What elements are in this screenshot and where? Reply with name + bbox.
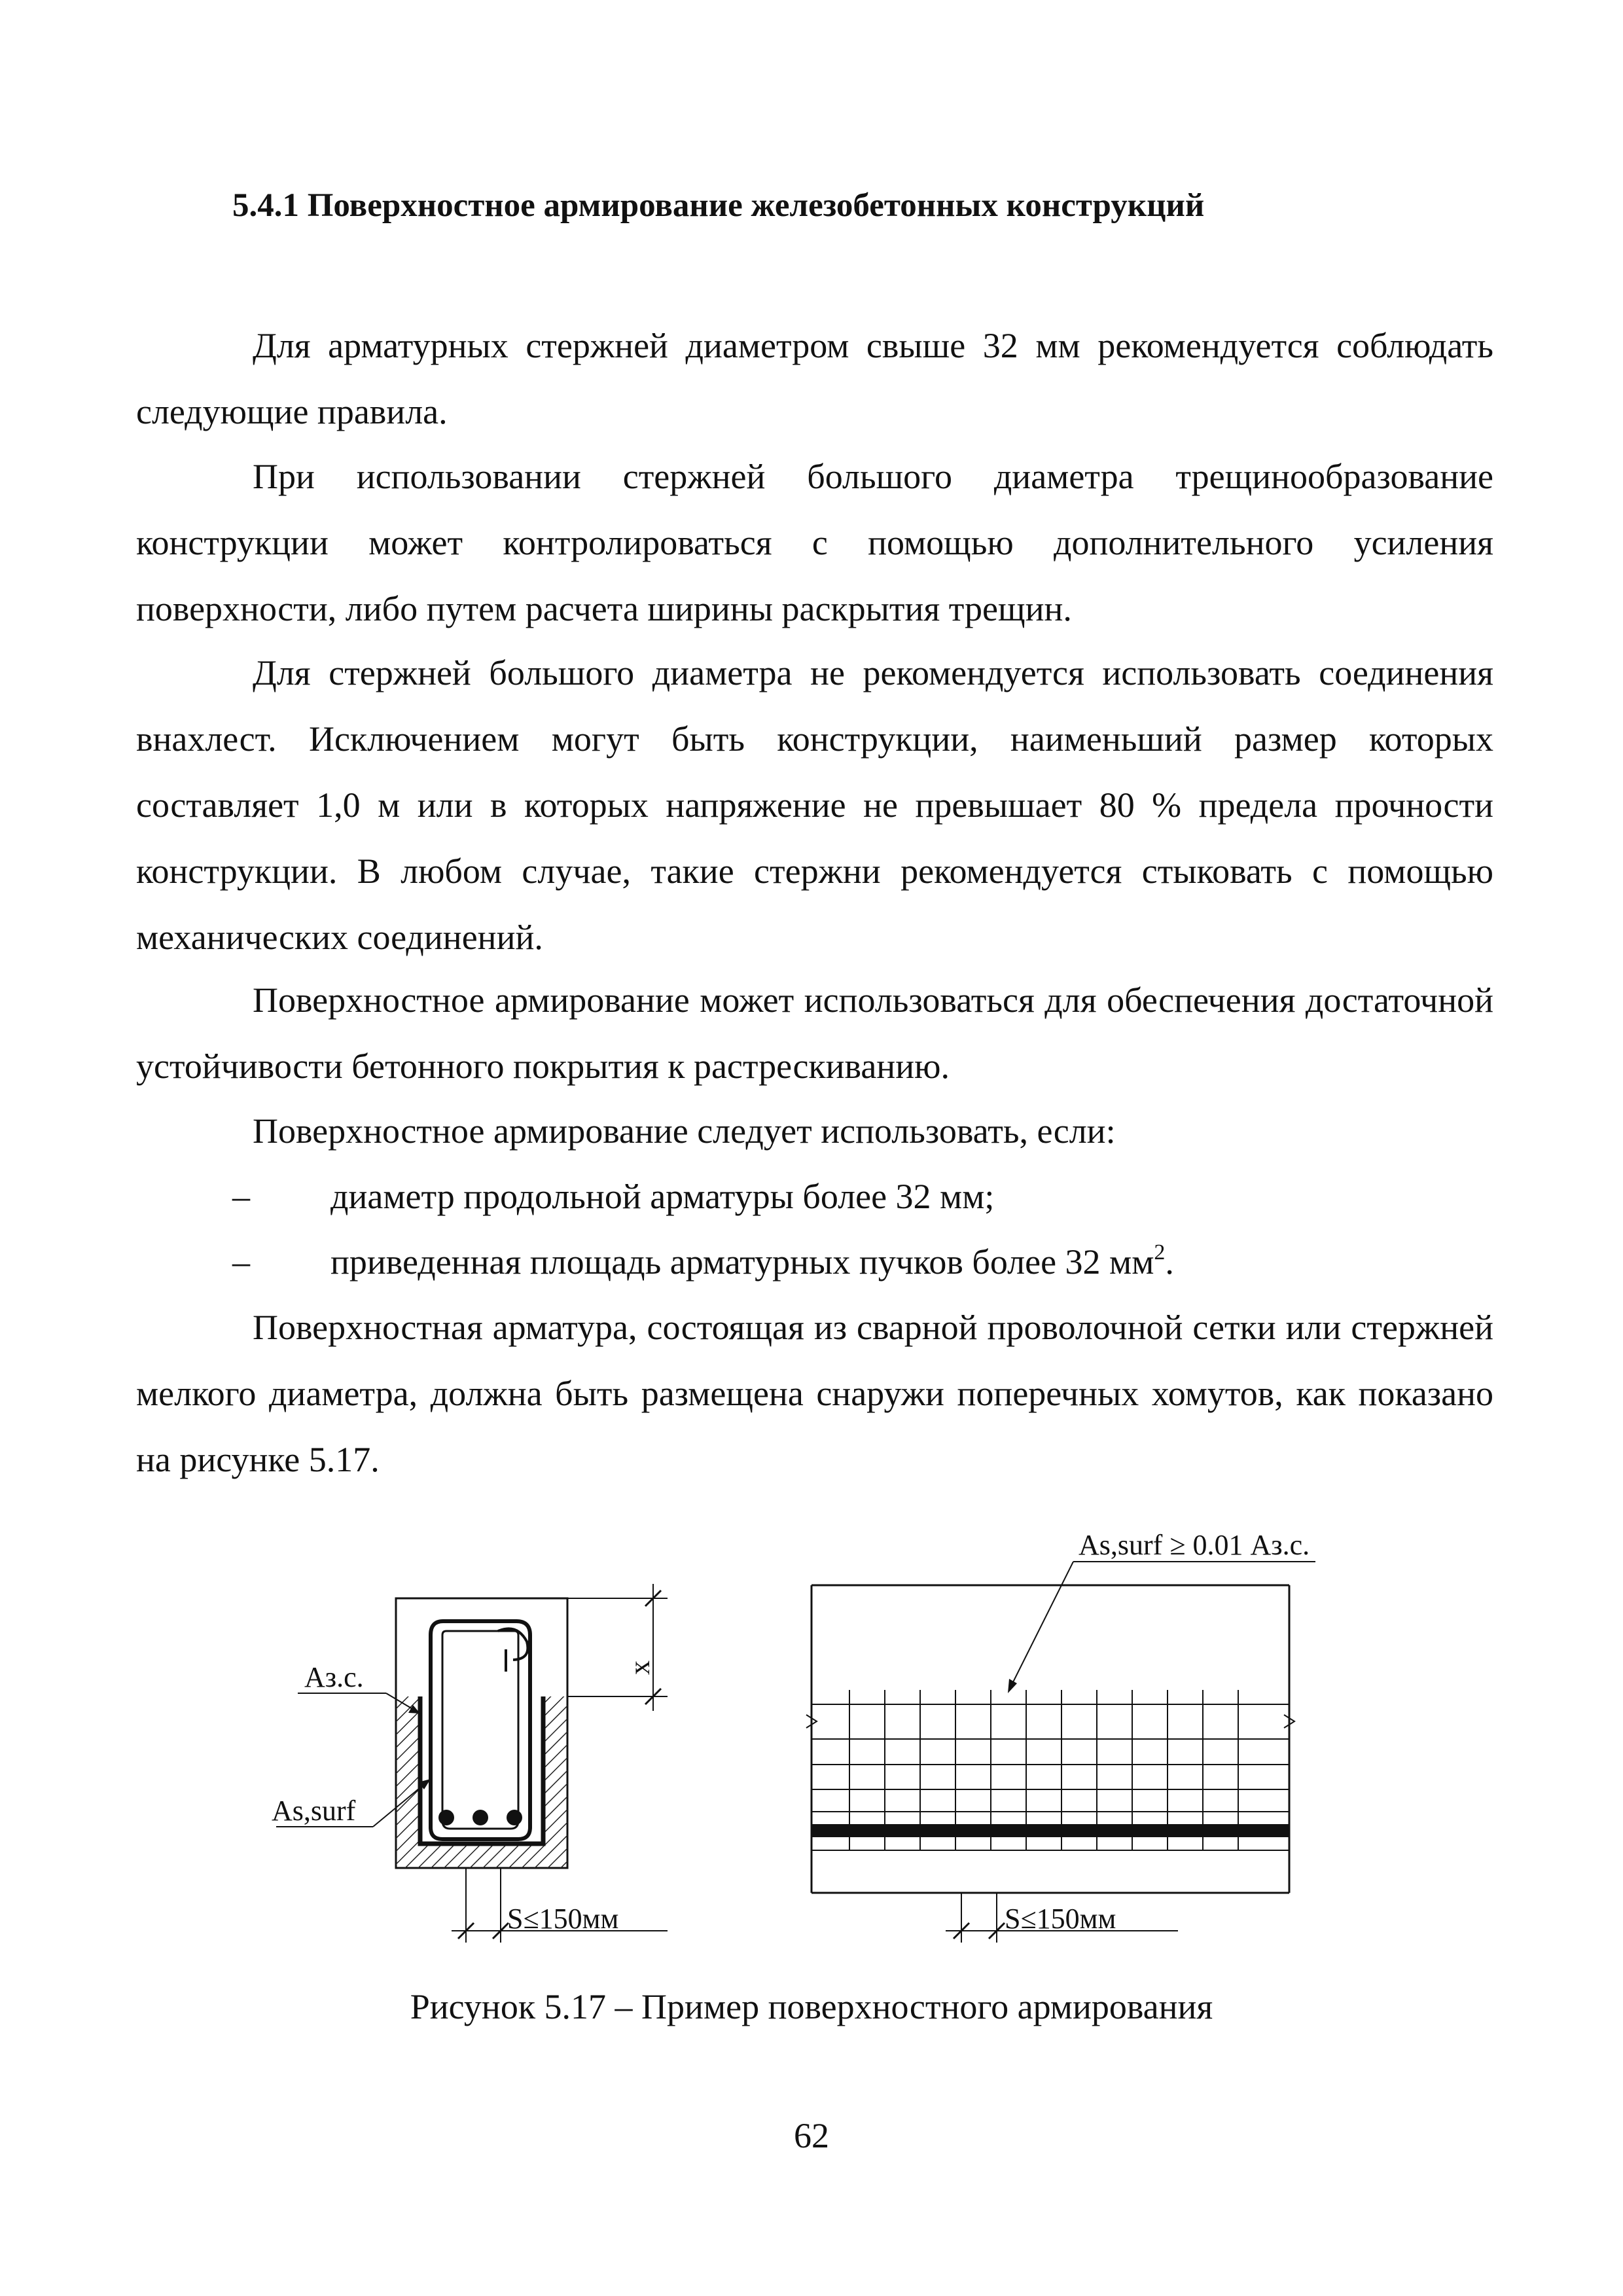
dimension-label-x: x: [624, 1660, 656, 1675]
label-as-surf: As,surf: [272, 1795, 356, 1827]
paragraph-1: Для арматурных стержней диаметром свыше 32 мм рекомендуется соблюдать следующие правила.: [136, 326, 1493, 431]
figure-caption: Рисунок 5.17 – Пример поверхностного армирования: [410, 1987, 1213, 2026]
section-heading: 5.4.1 Поверхностное армирование железобетонных конструкций: [232, 187, 1205, 224]
label-formula: As,surf ≥ 0.01 Аз.с.: [1079, 1529, 1310, 1561]
list-marker-1: –: [232, 1177, 250, 1216]
list-marker-2: –: [232, 1242, 250, 1282]
paragraph-3: Для стержней большого диаметра не рекомендуется использовать соединения внахлест. Исключением могут быть конструкции, наименьший размер которых составляет 1,0 м или в которых напряжение не превышает 80 % предела прочности конструкции. В любом случае, такие стержни рекомендуется стыковать с помощью механических соединений.: [136, 653, 1493, 957]
list-item-2: приведенная площадь арматурных пучков более 32 $мм^2$.: [330, 1240, 1174, 1282]
label-az: Аз.с.: [304, 1661, 364, 1693]
list-item-1: диаметр продольной арматуры более 32 мм;: [330, 1177, 995, 1216]
cross-section-drawing: [276, 1584, 668, 1943]
figure-surface-reinforcement: [249, 1518, 1322, 1950]
elevation-drawing: [806, 1562, 1315, 1943]
paragraph-2: При использовании стержней большого диаметра трещинообразование конструкции может контролироваться с помощью дополнительного усиления поверхности, либо путем расчета ширины раскрытия трещин.: [136, 457, 1493, 628]
label-spacing-left: S≤150мм: [507, 1903, 619, 1935]
label-spacing-right: S≤150мм: [1005, 1903, 1116, 1935]
paragraph-5: Поверхностное армирование следует использовать, если:: [253, 1111, 1116, 1151]
page-number: 62: [794, 2116, 829, 2155]
paragraph-6: Поверхностная арматура, состоящая из сварной проволочной сетки или стержней мелкого диаметра, должна быть размещена снаружи поперечных хомутов, как показано на рисунке 5.17.: [136, 1308, 1493, 1479]
paragraph-4: Поверхностное армирование может использоваться для обеспечения достаточной устойчивости бетонного покрытия к растрескиванию.: [136, 980, 1493, 1086]
